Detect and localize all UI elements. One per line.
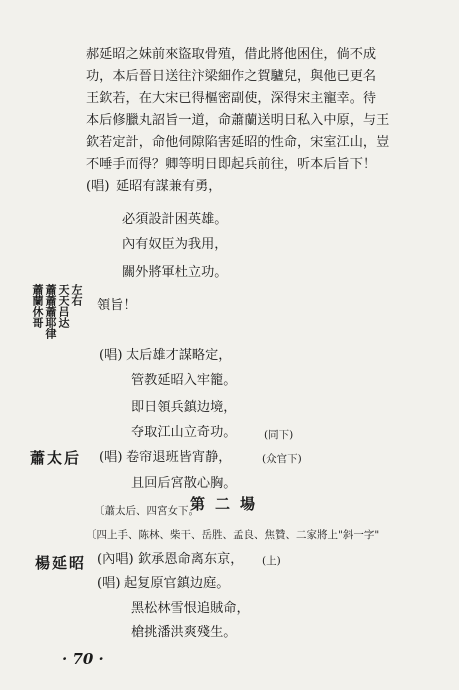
speaker-name: 蕭太后 — [30, 449, 82, 467]
sing-marker: (唱) — [86, 179, 110, 194]
verse-line: 且回后宮散心胸。 — [131, 476, 237, 491]
verse-line: 卷帘退班皆宵静， — [126, 450, 232, 465]
speaker-column: 左右 — [70, 284, 83, 306]
speaker-column: 蕭蘭休哥 — [31, 284, 44, 328]
verse-line: 夺取江山立奇功。 — [131, 425, 237, 440]
stage-direction: (上) — [262, 555, 281, 567]
verse-line: 太后雄才謀略定， — [126, 348, 232, 363]
dialogue-line: 功，本后晉日送往汴梁細作之賀驢兒，與他已更名 — [86, 69, 377, 84]
verse-line: 必須設計困英雄。 — [122, 212, 228, 227]
verse-line: 內有奴臣为我用， — [122, 237, 228, 252]
dialogue-line: 不唾手而得？卿等明日即起兵前往，听本后旨下！ — [86, 157, 377, 172]
dialogue-line: 郝延昭之妹前來盜取骨殖，借此將他困住，倘不成 — [86, 47, 377, 62]
stage-direction: 〔蕭太后、四宮女下。 — [94, 505, 199, 517]
verse-line: 即日領兵鎮边境， — [131, 400, 237, 415]
scene-title: 第二場 — [190, 495, 266, 513]
verse-line: 關外將軍杜立功。 — [122, 265, 228, 280]
speaker-column: 天天吕达 — [57, 284, 70, 328]
dialogue-line: 王欽若，在大宋已得樞密副使，深得宋主寵幸。待 — [86, 91, 377, 106]
verse-line: 黑松林雪恨追賊命， — [131, 601, 250, 616]
speaker-name: 楊延昭 — [35, 554, 87, 572]
verse-line: 管教延昭入牢籠。 — [131, 373, 237, 388]
stage-direction: (众官下) — [262, 453, 302, 465]
speaker-column: 蕭蕭蕭耶律 — [44, 284, 57, 339]
dialogue-line: 本后修臘丸詔旨一道，命蕭蘭送明日私入中原，与王 — [86, 113, 390, 128]
verse-line: 欽承恩命离东京， — [138, 552, 244, 567]
dialogue-line: 欽若定計，命他伺隙陷害延昭的性命，宋室江山，豈 — [86, 135, 390, 150]
page-number: · 70 · — [62, 650, 104, 668]
dialogue-paragraph — [86, 44, 426, 176]
sing-marker: (內唱) — [97, 552, 134, 567]
stage-direction: 〔四上手、陈林、柴干、岳胜、孟良、焦贊、二家將上"斜一字" — [86, 529, 380, 541]
verse-line: 起复原官鎮边庭。 — [124, 576, 230, 591]
sing-marker: (唱) — [99, 348, 123, 363]
verse-line: 延昭有謀兼有勇， — [116, 179, 222, 194]
ling-zhi-line: 領旨！ — [97, 298, 137, 313]
sing-marker: (唱) — [97, 576, 121, 591]
sing-marker: (唱) — [99, 450, 123, 465]
verse-line: 槍挑潘洪爽殘生。 — [131, 625, 237, 640]
stage-direction: (同下) — [264, 429, 294, 441]
